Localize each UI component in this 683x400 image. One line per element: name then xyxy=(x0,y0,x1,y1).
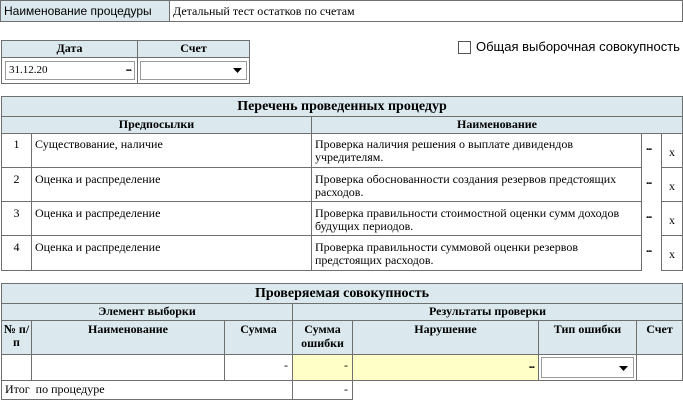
error-type-select[interactable] xyxy=(541,357,634,378)
col-violation: Нарушение xyxy=(352,320,539,355)
col-prerequisites: Предпосылки xyxy=(1,116,312,134)
row-prerequisite: Оценка и распределение xyxy=(31,235,312,271)
account-select[interactable] xyxy=(140,61,247,80)
row-select-button[interactable]: ... xyxy=(646,243,652,255)
total-value: - xyxy=(292,380,353,400)
row-select-button[interactable]: ... xyxy=(646,209,652,221)
chevron-down-icon xyxy=(619,366,628,372)
account-header: Счет xyxy=(137,40,250,58)
row-prerequisite: Оценка и распределение xyxy=(31,167,312,202)
row-procedure-name: Проверка правильности суммовой оценки резервов предстоящих расходов. xyxy=(311,235,642,271)
cell-sum[interactable]: - xyxy=(224,354,293,381)
col-error-type: Тип ошибки xyxy=(538,320,637,355)
cell-row-number[interactable] xyxy=(1,354,32,381)
row-select-button[interactable]: ... xyxy=(646,175,652,187)
row-number: 2 xyxy=(1,167,32,202)
procedure-name-label: Наименование процедуры xyxy=(0,0,170,22)
date-picker-button[interactable]: ... xyxy=(125,62,131,74)
account-cell xyxy=(137,57,250,84)
row-procedure-name: Проверка наличия решения о выплате дивидендов учредителям. xyxy=(311,133,642,168)
group-check-results: Результаты проверки xyxy=(292,303,683,321)
cell-account[interactable] xyxy=(636,354,683,381)
cell-violation[interactable] xyxy=(352,354,539,381)
row-prerequisite: Оценка и распределение xyxy=(31,201,312,236)
row-procedure-name: Проверка правильности стоимостной оценки сумм доходов будущих периодов. xyxy=(311,201,642,236)
sample-table-title: Проверяемая совокупность xyxy=(1,283,683,304)
violation-select-button[interactable]: ... xyxy=(528,359,534,371)
row-number: 3 xyxy=(1,201,32,236)
general-sample-label: Общая выборочная совокупность xyxy=(476,39,680,54)
procedures-table-title: Перечень проведенных процедур xyxy=(1,96,683,117)
row-delete-button[interactable]: x xyxy=(661,167,683,202)
cell-error-sum[interactable]: - xyxy=(292,354,353,381)
procedure-name-field[interactable]: Детальный тест остатков по счетам xyxy=(169,0,683,22)
cell-error-type xyxy=(538,354,637,381)
col-element-name: Наименование xyxy=(31,320,225,355)
group-sample-element: Элемент выборки xyxy=(1,303,293,321)
col-error-sum: Сумма ошибки xyxy=(292,320,353,355)
date-header: Дата xyxy=(1,40,138,58)
row-delete-button[interactable]: x xyxy=(661,201,683,236)
total-label: Итог по процедуре xyxy=(1,380,293,400)
row-prerequisite: Существование, наличие xyxy=(31,133,312,168)
date-input[interactable] xyxy=(5,61,135,80)
row-select-button[interactable]: ... xyxy=(646,141,652,153)
col-row-number: № п/п xyxy=(1,320,32,355)
row-delete-button[interactable]: x xyxy=(661,133,683,168)
col-procedure-name: Наименование xyxy=(311,116,683,134)
date-value: 31.12.20 xyxy=(9,64,48,76)
chevron-down-icon xyxy=(233,68,242,74)
row-procedure-name: Проверка обоснованности создания резервов предстоящих расходов. xyxy=(311,167,642,202)
col-account: Счет xyxy=(636,320,683,355)
cell-element-name[interactable] xyxy=(31,354,225,381)
row-number: 4 xyxy=(1,235,32,271)
row-delete-button[interactable]: x xyxy=(661,235,683,271)
general-sample-checkbox[interactable] xyxy=(458,41,471,54)
col-sum: Сумма xyxy=(224,320,293,355)
date-cell xyxy=(1,57,138,84)
row-number: 1 xyxy=(1,133,32,168)
